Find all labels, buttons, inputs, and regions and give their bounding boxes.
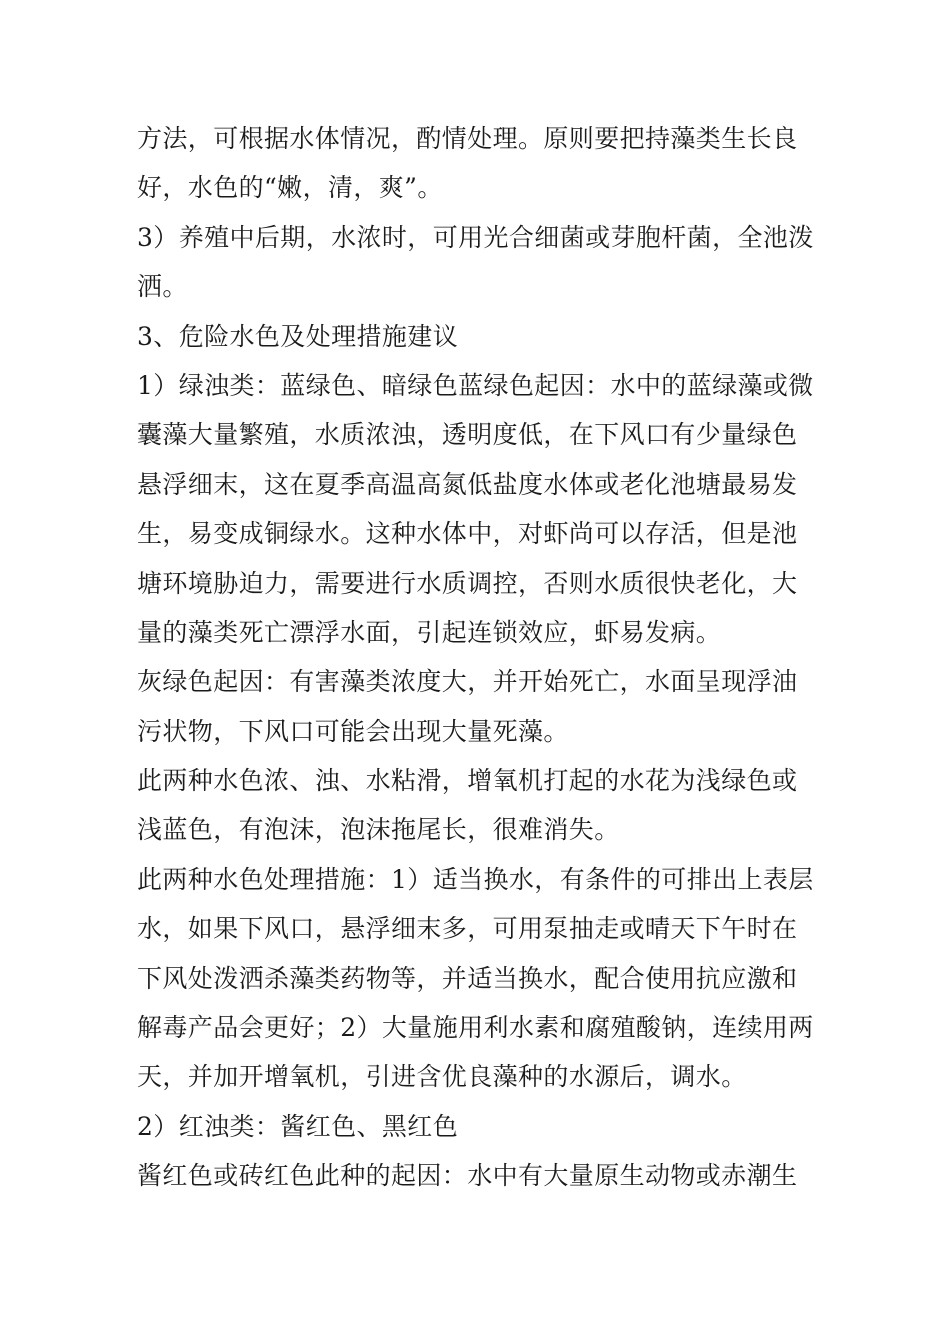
text-line: 下风处泼洒杀藻类药物等，并适当换水，配合使用抗应激和 — [137, 963, 798, 993]
text-line: 3）养殖中后期，水浓时，可用光合细菌或芽胞杆菌，全池泼 — [137, 222, 814, 252]
text-line: 2）红浊类：酱红色、黑红色 — [137, 1111, 459, 1141]
text-line: 灰绿色起因：有害藻类浓度大，并开始死亡，水面呈现浮油 — [137, 667, 798, 697]
section-heading: 3、危险水色及处理措施建议 — [137, 321, 459, 351]
text-line: 1）绿浊类：蓝绿色、暗绿色蓝绿色起因：水中的蓝绿藻或微 — [137, 370, 814, 400]
text-line: 好，水色的“嫩，清，爽”。 — [137, 173, 443, 203]
text-line: 洒。 — [137, 272, 188, 302]
text-line: 此两种水色浓、浊、水粘滑，增氧机打起的水花为浅绿色或 — [137, 766, 798, 796]
text-line: 囊藻大量繁殖，水质浓浊，透明度低，在下风口有少量绿色 — [137, 420, 798, 450]
text-line: 天，并加开增氧机，引进含优良藻种的水源后，调水。 — [137, 1062, 747, 1092]
text-line: 浅蓝色，有泡沫，泡沫拖尾长，很难消失。 — [137, 815, 620, 845]
text-line: 塘环境胁迫力，需要进行水质调控，否则水质很快老化，大 — [137, 568, 798, 598]
text-line: 量的藻类死亡漂浮水面，引起连锁效应，虾易发病。 — [137, 617, 722, 647]
document-body — [137, 114, 827, 1201]
text-line: 生，易变成铜绿水。这种水体中，对虾尚可以存活，但是池 — [137, 519, 798, 549]
text-line: 污状物，下风口可能会出现大量死藻。 — [137, 716, 569, 746]
text-line: 方法，可根据水体情况，酌情处理。原则要把持藻类生长良 — [137, 124, 798, 153]
text-line: 水，如果下风口，悬浮细末多，可用泵抽走或晴天下午时在 — [137, 914, 798, 944]
text-line: 酱红色或砖红色此种的起因：水中有大量原生动物或赤潮生 — [137, 1161, 798, 1191]
text-line: 解毒产品会更好；2）大量施用利水素和腐殖酸钠，连续用两 — [137, 1013, 814, 1043]
text-line: 此两种水色处理措施：1）适当换水，有条件的可排出上表层 — [137, 864, 814, 894]
text-line: 悬浮细末，这在夏季高温高氮低盐度水体或老化池塘最易发 — [137, 469, 798, 499]
